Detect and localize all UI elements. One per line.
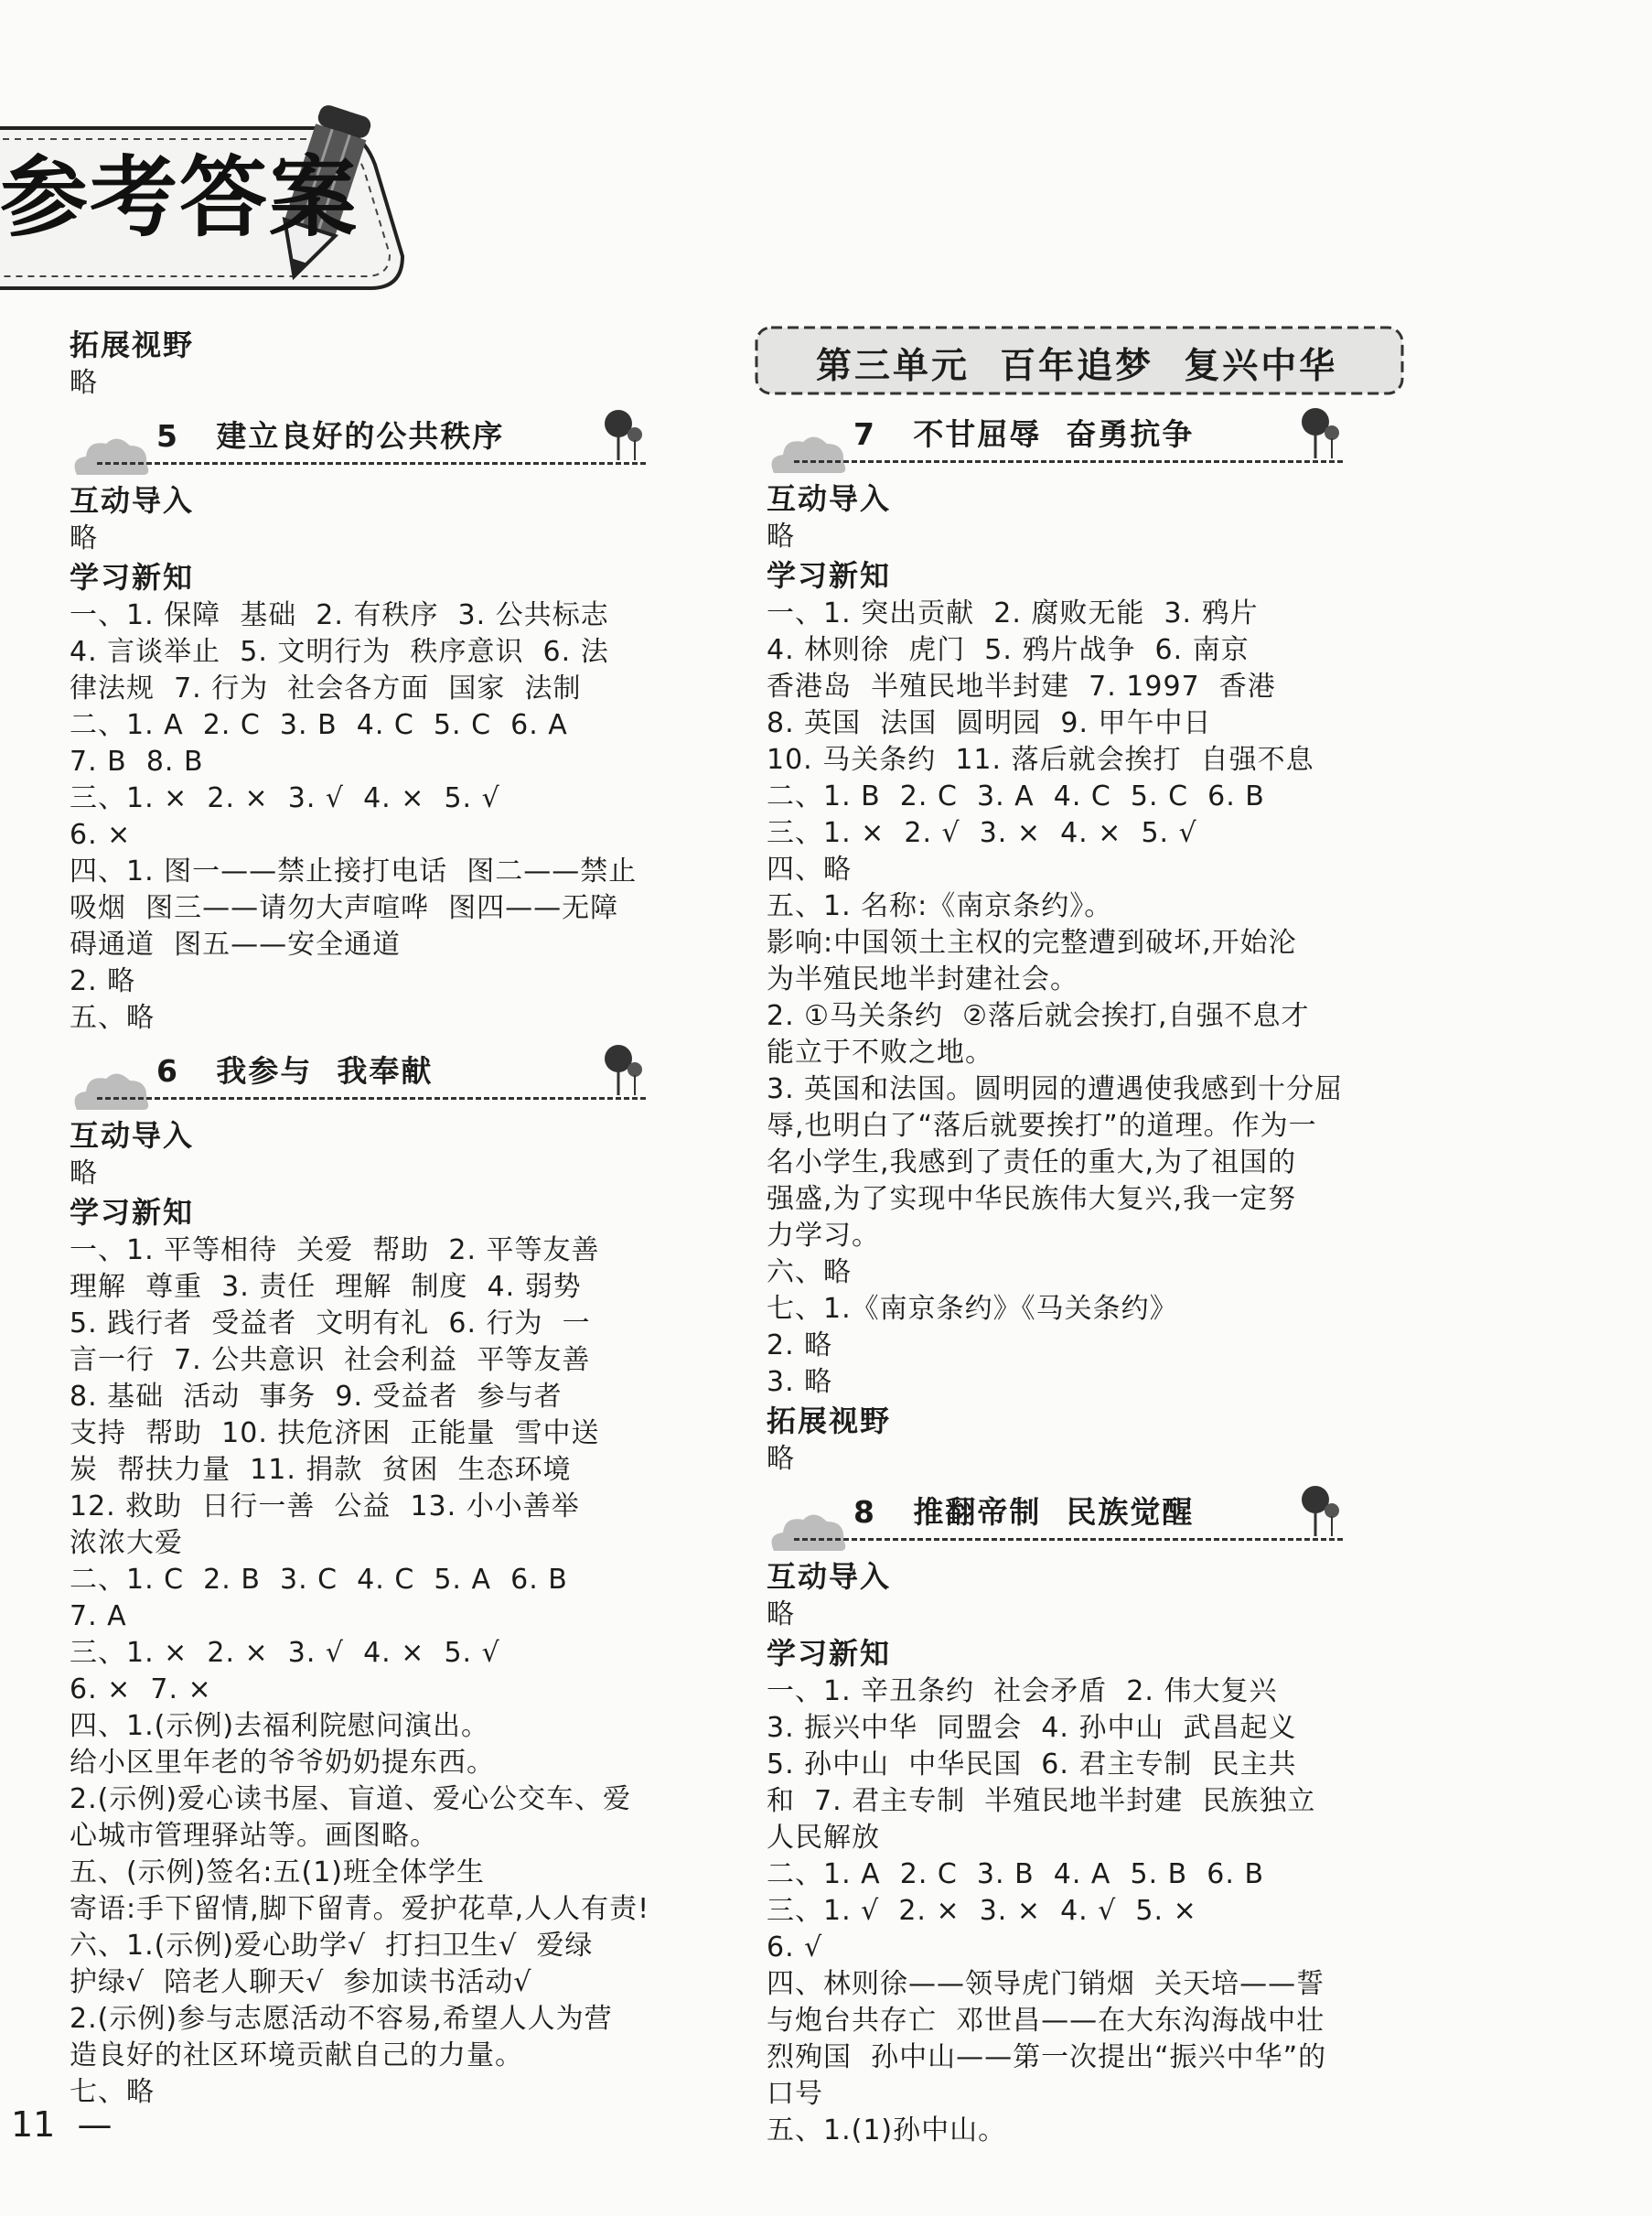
answer-line: 一、1. 突出贡献 2. 腐败无能 3. 鸦片 [767,597,1259,629]
answer-line: 四、林则徐——领导虎门销烟 关天培——誓 [767,1968,1325,2000]
answer-line: 碍通道 图五——安全通道 [70,929,402,961]
answer-line: 10. 马关条约 11. 落后就会挨打 自强不息 [767,744,1314,776]
answer-line: 炭 帮扶力量 11. 捐款 贫困 生态环境 [70,1454,572,1486]
section-heading: 学习新知 [767,558,892,593]
answer-line: 香港岛 半殖民地半封建 7. 1997 香港 [767,671,1276,703]
answer-line: 8. 英国 法国 圆明园 9. 甲午中日 [767,707,1212,739]
answer-line: 二、1. A 2. C 3. B 4. A 5. B 6. B [767,1858,1265,1890]
unit-banner [754,325,1405,396]
answer-line: 和 7. 君主专制 半殖民地半封建 民族独立 [767,1785,1316,1817]
section-heading: 学习新知 [767,1636,892,1671]
cloud-icon [70,1066,152,1112]
answer-line: 二、1. C 2. B 3. C 4. C 5. A 6. B [70,1564,568,1596]
answer-line: 烈殉国 孙中山——第一次提出“振兴中华”的 [767,2041,1327,2073]
answer-line: 言一行 7. 公共意识 社会利益 平等友善 [70,1344,591,1376]
answer-line: 略 [70,367,98,399]
section-heading: 学习新知 [70,1195,195,1230]
lesson-6-header [70,1038,646,1112]
answer-line: 四、1. 图一——禁止接打电话 图二——禁止 [70,855,638,887]
section-heading: 互动导入 [767,1559,892,1594]
answer-line: 辱,也明白了“落后就要挨打”的道理。作为一 [767,1110,1317,1142]
answer-line: 五、(示例)签名:五(1)班全体学生 [70,1856,486,1888]
answer-line: 3. 英国和法国。圆明园的遭遇使我感到十分屈 [767,1073,1344,1105]
answer-line: 6. × 7. × [70,1673,212,1705]
answer-line: 7. A [70,1600,127,1632]
answer-line: 2. ①马关条约 ②落后就会挨打,自强不息才 [767,1000,1310,1032]
section-heading: 互动导入 [70,483,195,518]
answer-line: 6. √ [767,1931,823,1963]
dashed-divider [97,1097,646,1100]
answer-line: 支持 帮助 10. 扶危济困 正能量 雪中送 [70,1417,600,1449]
answer-line: 四、略 [767,854,852,886]
answer-line: 4. 林则徐 虎门 5. 鸦片战争 6. 南京 [767,634,1250,666]
answer-line: 三、1. √ 2. × 3. × 4. √ 5. × [767,1895,1197,1927]
answer-line: 二、1. A 2. C 3. B 4. C 5. C 6. A [70,709,568,741]
section-heading: 互动导入 [767,481,892,516]
answer-line: 三、1. × 2. √ 3. × 4. × 5. √ [767,817,1197,849]
answer-line: 七、1.《南京条约》《马关条约》 [767,1293,1178,1325]
section-heading: 拓展视野 [70,328,195,362]
answer-line: 略 [767,1598,795,1630]
lesson-title: 5 建立良好的公共秩序 [156,418,505,454]
lesson-8-header [767,1479,1343,1553]
answer-line: 6. × [70,819,132,851]
answer-line: 一、1. 保障 基础 2. 有秩序 3. 公共标志 [70,599,609,631]
answer-line: 2. 略 [70,965,136,997]
answer-line: 浓浓大爱 [70,1527,183,1559]
answer-line: 一、1. 辛丑条约 社会矛盾 2. 伟大复兴 [767,1675,1278,1707]
answer-line: 3. 振兴中华 同盟会 4. 孙中山 武昌起义 [767,1712,1297,1744]
answer-line: 七、略 [70,2076,155,2108]
answer-line: 律法规 7. 行为 社会各方面 国家 法制 [70,672,582,705]
answer-line: 2. 略 [767,1329,833,1361]
answer-line: 12. 救助 日行一善 公益 13. 小小善举 [70,1490,580,1522]
answer-line: 5. 孙中山 中华民国 6. 君主专制 民主共 [767,1748,1297,1780]
answer-line: 五、略 [70,1002,155,1034]
answer-line: 造良好的社区环境贡献自己的力量。 [70,2039,523,2071]
tree-icon [1299,405,1343,460]
answer-line: 六、略 [767,1256,852,1288]
lesson-5-header [70,403,646,477]
answer-line: 三、1. × 2. × 3. √ 4. × 5. √ [70,1637,500,1669]
page-number: 11 — [11,2104,113,2145]
answer-line: 略 [767,1443,795,1475]
answer-line: 力学习。 [767,1220,880,1252]
left-column [70,325,692,2111]
answer-line: 3. 略 [767,1366,833,1398]
lesson-title: 7 不甘屈辱 奋勇抗争 [853,416,1195,452]
page-title: 参考答案 [0,146,359,249]
answer-line: 三、1. × 2. × 3. √ 4. × 5. √ [70,782,500,814]
tree-icon [602,1042,646,1097]
cloud-icon [767,1507,849,1553]
answer-line: 8. 基础 活动 事务 9. 受益者 参与者 [70,1381,563,1413]
answer-line: 五、1.(1)孙中山。 [767,2114,1007,2146]
answer-line: 略 [767,521,795,553]
answer-line: 给小区里年老的爷爷奶奶提东西。 [70,1747,495,1779]
answer-line: 4. 言谈举止 5. 文明行为 秩序意识 6. 法 [70,636,609,668]
answer-line: 人民解放 [767,1822,880,1854]
answer-line: 理解 尊重 3. 责任 理解 制度 4. 弱势 [70,1271,582,1303]
answer-line: 2.(示例)爱心读书屋、盲道、爱心公交车、爱 [70,1783,632,1815]
answer-line: 一、1. 平等相待 关爱 帮助 2. 平等友善 [70,1234,600,1266]
answer-line: 二、1. B 2. C 3. A 4. C 5. C 6. B [767,780,1265,812]
answer-line: 五、1. 名称:《南京条约》。 [767,890,1113,922]
answer-line: 略 [70,522,98,554]
answer-line: 口号 [767,2078,823,2110]
answer-line: 能立于不败之地。 [767,1037,993,1069]
answer-line: 略 [70,1157,98,1189]
tree-icon [602,407,646,462]
answer-line: 四、1.(示例)去福利院慰问演出。 [70,1710,490,1742]
answer-line: 2.(示例)参与志愿活动不容易,希望人人为营 [70,2003,613,2035]
answer-line: 与炮台共存亡 邓世昌——在大东沟海战中壮 [767,2005,1325,2037]
section-heading: 互动导入 [70,1118,195,1153]
answer-line: 吸烟 图三——请勿大声喧哗 图四——无障 [70,892,619,924]
cloud-icon [70,431,152,477]
answer-line: 7. B 8. B [70,746,204,778]
dashed-divider [794,1538,1343,1541]
answer-line: 心城市管理驿站等。画图略。 [70,1820,438,1852]
cloud-icon [767,429,849,475]
section-heading: 拓展视野 [767,1404,892,1438]
answer-line: 名小学生,我感到了责任的重大,为了祖国的 [767,1146,1297,1178]
answer-line: 护绿√ 陪老人聊天√ 参加读书活动√ [70,1966,532,1998]
right-column [767,325,1389,2149]
answer-line: 六、1.(示例)爱心助学√ 打扫卫生√ 爱绿 [70,1930,594,1962]
section-heading: 学习新知 [70,560,195,595]
dashed-divider [794,460,1343,463]
answer-line: 寄语:手下留情,脚下留青。爱护花草,人人有责! [70,1893,650,1925]
lesson-title: 8 推翻帝制 民族觉醒 [853,1494,1195,1530]
answer-line: 5. 践行者 受益者 文明有礼 6. 行为 一 [70,1307,591,1339]
unit-title: 第三单元 百年追梦 复兴中华 [816,346,1338,387]
lesson-title: 6 我参与 我奉献 [156,1053,434,1089]
lesson-7-header [767,402,1343,475]
answer-line: 影响:中国领土主权的完整遭到破坏,开始沦 [767,927,1297,959]
answer-line: 强盛,为了实现中华民族伟大复兴,我一定努 [767,1183,1297,1215]
dashed-divider [97,462,646,465]
answer-line: 为半殖民地半封建社会。 [767,963,1078,995]
tree-icon [1299,1483,1343,1538]
